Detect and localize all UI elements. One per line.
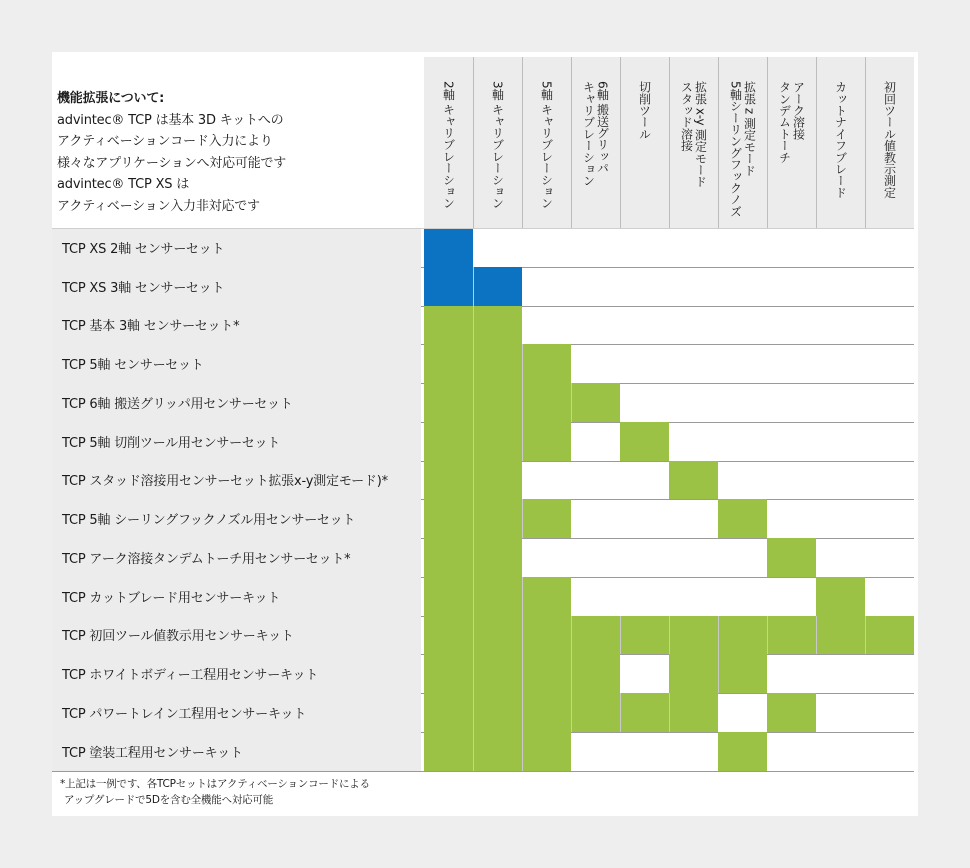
feature-cell-supported xyxy=(473,616,522,655)
column-header-divider xyxy=(816,57,817,228)
row-label: TCP 5軸 センサーセット xyxy=(52,344,421,383)
feature-cell-empty xyxy=(816,344,865,383)
feature-cell-empty xyxy=(865,344,914,383)
feature-cell-supported xyxy=(669,693,718,732)
feature-matrix-card xyxy=(52,52,918,816)
feature-cell-supported xyxy=(620,693,669,732)
feature-cell-supported xyxy=(522,383,571,422)
column-header xyxy=(571,57,620,228)
footnote xyxy=(60,776,370,808)
feature-cell-empty xyxy=(473,228,522,267)
feature-cell-empty xyxy=(767,422,816,461)
feature-cell-empty xyxy=(669,422,718,461)
feature-cell-supported xyxy=(522,732,571,771)
feature-cell-empty xyxy=(620,538,669,577)
intro-title: 機能拡張について: xyxy=(57,91,165,106)
row-label: TCP 塗装工程用センサーキット xyxy=(52,732,421,771)
feature-cell-empty xyxy=(718,228,767,267)
feature-cell-empty xyxy=(620,228,669,267)
feature-cell-supported xyxy=(669,461,718,500)
cell-divider xyxy=(473,383,474,422)
feature-cell-supported xyxy=(718,499,767,538)
cell-divider xyxy=(816,616,817,655)
cell-divider xyxy=(473,461,474,500)
feature-cell-supported xyxy=(473,577,522,616)
cell-divider xyxy=(473,344,474,383)
intro-line: 様々なアプリケーションへ対応可能です xyxy=(57,155,287,171)
feature-cell-empty xyxy=(816,693,865,732)
cell-divider xyxy=(669,693,670,732)
feature-cell-supported xyxy=(424,538,473,577)
feature-cell-empty xyxy=(522,267,571,306)
feature-cell-empty xyxy=(816,538,865,577)
feature-cell-empty xyxy=(571,344,620,383)
feature-cell-supported xyxy=(571,383,620,422)
cell-divider xyxy=(718,654,719,693)
cell-divider xyxy=(571,383,572,422)
feature-cell-empty xyxy=(816,267,865,306)
feature-cell-empty xyxy=(571,499,620,538)
feature-cell-supported xyxy=(718,732,767,771)
feature-cell-empty xyxy=(571,732,620,771)
cell-divider xyxy=(620,616,621,655)
feature-cell-supported xyxy=(522,693,571,732)
feature-cell-empty xyxy=(718,306,767,345)
row-label: TCP パワートレイン工程用センサーキット xyxy=(52,693,421,732)
feature-cell-empty xyxy=(816,732,865,771)
feature-cell-xs-supported xyxy=(424,267,473,306)
intro-text xyxy=(57,88,417,217)
feature-cell-supported xyxy=(424,616,473,655)
feature-cell-empty xyxy=(767,461,816,500)
column-header-divider xyxy=(473,57,474,228)
feature-cell-empty xyxy=(571,422,620,461)
feature-cell-supported xyxy=(571,693,620,732)
feature-cell-empty xyxy=(816,499,865,538)
feature-cell-empty xyxy=(620,344,669,383)
column-header xyxy=(767,57,816,228)
feature-cell-empty xyxy=(816,383,865,422)
cell-divider xyxy=(522,344,523,383)
feature-cell-empty xyxy=(718,422,767,461)
cell-divider xyxy=(473,306,474,345)
feature-cell-empty xyxy=(865,577,914,616)
column-header-label: カットナイフブレード xyxy=(833,81,848,199)
feature-cell-empty xyxy=(816,461,865,500)
column-header-divider xyxy=(571,57,572,228)
feature-cell-empty xyxy=(718,693,767,732)
feature-cell-empty xyxy=(522,228,571,267)
cell-divider xyxy=(473,422,474,461)
cell-divider xyxy=(522,732,523,771)
feature-cell-empty xyxy=(767,383,816,422)
cell-divider xyxy=(473,654,474,693)
feature-cell-supported xyxy=(571,616,620,655)
feature-cell-empty xyxy=(620,383,669,422)
feature-cell-empty xyxy=(571,538,620,577)
feature-cell-empty xyxy=(571,461,620,500)
feature-cell-empty xyxy=(669,383,718,422)
intro-line: アクティベーション入力非対応です xyxy=(57,198,260,214)
feature-cell-empty xyxy=(767,306,816,345)
feature-cell-empty xyxy=(865,422,914,461)
feature-cell-supported xyxy=(473,383,522,422)
cell-divider xyxy=(669,616,670,655)
cell-divider xyxy=(571,654,572,693)
cell-divider xyxy=(767,616,768,655)
row-label: TCP スタッド溶接用センサーセット拡張x-y測定モード)* xyxy=(52,461,421,500)
feature-cell-empty xyxy=(620,732,669,771)
column-header-label: 切削ツール xyxy=(637,81,652,140)
feature-cell-supported xyxy=(424,732,473,771)
feature-cell-supported xyxy=(718,654,767,693)
column-header-label: 拡張 x-y 測定モード スタッド溶接 xyxy=(679,81,708,188)
feature-cell-supported xyxy=(522,499,571,538)
column-header-label: 初回ツール値教示測定 xyxy=(882,81,897,199)
feature-cell-empty xyxy=(522,306,571,345)
column-header-label: 2軸 キャリブレーション xyxy=(441,81,456,209)
row-divider xyxy=(52,771,914,772)
cell-divider xyxy=(522,383,523,422)
feature-cell-empty xyxy=(669,732,718,771)
feature-cell-supported xyxy=(767,538,816,577)
feature-cell-supported xyxy=(718,616,767,655)
feature-cell-empty xyxy=(767,344,816,383)
row-label: TCP 初回ツール値教示用センサーキット xyxy=(52,616,421,655)
feature-cell-empty xyxy=(571,267,620,306)
footnote-line: アップグレードで5Dを含む全機能へ対応可能 xyxy=(64,794,274,806)
feature-cell-empty xyxy=(669,306,718,345)
row-label: TCP アーク溶接タンデムトーチ用センサーセット* xyxy=(52,538,421,577)
cell-divider xyxy=(620,693,621,732)
column-header-label: 5軸 キャリブレーション xyxy=(539,81,554,209)
feature-cell-empty xyxy=(620,654,669,693)
feature-cell-supported xyxy=(473,344,522,383)
feature-cell-supported xyxy=(473,732,522,771)
cell-divider xyxy=(865,616,866,655)
feature-cell-supported xyxy=(767,693,816,732)
feature-cell-supported xyxy=(473,654,522,693)
row-label: TCP カットブレード用センサーキット xyxy=(52,577,421,616)
cell-divider xyxy=(718,616,719,655)
feature-cell-supported xyxy=(865,616,914,655)
column-header xyxy=(816,57,865,228)
feature-cell-supported xyxy=(522,654,571,693)
cell-divider xyxy=(473,499,474,538)
feature-cell-supported xyxy=(571,654,620,693)
cell-divider xyxy=(571,693,572,732)
feature-cell-empty xyxy=(620,461,669,500)
feature-cell-empty xyxy=(767,267,816,306)
footnote-line: *上記は一例です、各TCPセットはアクティベーションコードによる xyxy=(60,778,370,790)
feature-cell-supported xyxy=(522,577,571,616)
column-header-divider xyxy=(620,57,621,228)
column-header xyxy=(865,57,914,228)
feature-cell-empty xyxy=(865,654,914,693)
feature-cell-empty xyxy=(865,383,914,422)
feature-cell-supported xyxy=(424,499,473,538)
feature-cell-empty xyxy=(718,383,767,422)
feature-cell-supported xyxy=(473,538,522,577)
feature-cell-supported xyxy=(473,693,522,732)
feature-cell-empty xyxy=(816,654,865,693)
feature-cell-empty xyxy=(669,267,718,306)
feature-cell-empty xyxy=(865,693,914,732)
feature-cell-empty xyxy=(865,732,914,771)
cell-divider xyxy=(473,538,474,577)
feature-cell-empty xyxy=(767,228,816,267)
feature-cell-empty xyxy=(767,577,816,616)
column-header-divider xyxy=(522,57,523,228)
cell-divider xyxy=(522,693,523,732)
row-label: TCP XS 2軸 センサーセット xyxy=(52,228,421,267)
cell-divider xyxy=(473,577,474,616)
feature-cell-empty xyxy=(767,732,816,771)
column-header xyxy=(620,57,669,228)
cell-divider xyxy=(473,693,474,732)
cell-divider xyxy=(522,616,523,655)
feature-cell-empty xyxy=(620,306,669,345)
column-header xyxy=(669,57,718,228)
feature-cell-empty xyxy=(816,306,865,345)
row-label: TCP 5軸 シーリングフックノズル用センサーセット xyxy=(52,499,421,538)
feature-cell-supported xyxy=(424,461,473,500)
feature-cell-supported xyxy=(473,499,522,538)
column-header-divider xyxy=(865,57,866,228)
feature-cell-empty xyxy=(669,499,718,538)
feature-cell-empty xyxy=(816,228,865,267)
cell-divider xyxy=(473,267,474,306)
feature-cell-supported xyxy=(424,422,473,461)
feature-cell-empty xyxy=(865,461,914,500)
column-header-label: 6軸 搬送グリッパ キャリブレーション xyxy=(581,81,610,187)
cell-divider xyxy=(522,654,523,693)
header-divider xyxy=(52,228,914,229)
feature-cell-supported xyxy=(424,383,473,422)
feature-cell-empty xyxy=(767,654,816,693)
row-label: TCP 基本 3軸 センサーセット* xyxy=(52,306,421,345)
feature-cell-supported xyxy=(669,616,718,655)
row-label: TCP 6軸 搬送グリッパ用センサーセット xyxy=(52,383,421,422)
cell-divider xyxy=(473,732,474,771)
feature-cell-supported xyxy=(816,577,865,616)
feature-cell-empty xyxy=(620,499,669,538)
feature-cell-empty xyxy=(865,538,914,577)
column-header-divider xyxy=(669,57,670,228)
feature-cell-empty xyxy=(865,499,914,538)
feature-cell-empty xyxy=(718,538,767,577)
feature-cell-supported xyxy=(424,654,473,693)
column-header-divider xyxy=(718,57,719,228)
feature-cell-empty xyxy=(669,344,718,383)
feature-cell-supported xyxy=(424,693,473,732)
feature-cell-xs-supported xyxy=(424,228,473,267)
feature-cell-empty xyxy=(767,499,816,538)
feature-cell-supported xyxy=(424,577,473,616)
feature-cell-empty xyxy=(620,577,669,616)
feature-cell-supported xyxy=(473,306,522,345)
feature-cell-supported xyxy=(473,461,522,500)
feature-cell-empty xyxy=(718,267,767,306)
cell-divider xyxy=(522,499,523,538)
column-header-label: 拡張 z 測定モード 5軸シーリングフックノズ xyxy=(728,81,757,218)
feature-cell-supported xyxy=(473,422,522,461)
feature-cell-supported xyxy=(620,616,669,655)
feature-cell-empty xyxy=(571,228,620,267)
feature-cell-supported xyxy=(669,654,718,693)
feature-cell-supported xyxy=(522,616,571,655)
row-label: TCP ホワイトボディー工程用センサーキット xyxy=(52,654,421,693)
column-header xyxy=(473,57,522,228)
feature-cell-supported xyxy=(424,344,473,383)
feature-cell-empty xyxy=(669,577,718,616)
feature-cell-supported xyxy=(522,344,571,383)
feature-cell-supported xyxy=(424,306,473,345)
feature-cell-empty xyxy=(669,228,718,267)
row-label: TCP XS 3軸 センサーセット xyxy=(52,267,421,306)
feature-cell-empty xyxy=(620,267,669,306)
feature-cell-empty xyxy=(571,306,620,345)
cell-divider xyxy=(571,616,572,655)
cell-divider xyxy=(522,577,523,616)
feature-cell-empty xyxy=(865,228,914,267)
column-header xyxy=(522,57,571,228)
row-label: TCP 5軸 切削ツール用センサーセット xyxy=(52,422,421,461)
feature-cell-empty xyxy=(669,538,718,577)
feature-cell-empty xyxy=(865,267,914,306)
intro-line: advintec® TCP XS は xyxy=(57,177,190,192)
column-header-divider xyxy=(767,57,768,228)
feature-cell-empty xyxy=(522,538,571,577)
feature-cell-supported xyxy=(522,422,571,461)
intro-line: advintec® TCP は基本 3D キットへの xyxy=(57,112,284,128)
column-header xyxy=(718,57,767,228)
feature-cell-supported xyxy=(816,616,865,655)
feature-cell-supported xyxy=(767,616,816,655)
feature-cell-empty xyxy=(718,461,767,500)
column-header xyxy=(424,57,473,228)
feature-cell-empty xyxy=(718,344,767,383)
cell-divider xyxy=(473,616,474,655)
feature-cell-xs-supported xyxy=(473,267,522,306)
feature-cell-supported xyxy=(620,422,669,461)
feature-cell-empty xyxy=(816,422,865,461)
feature-cell-empty xyxy=(718,577,767,616)
feature-cell-empty xyxy=(865,306,914,345)
intro-line: アクティベーションコード入力により xyxy=(57,134,273,149)
feature-cell-empty xyxy=(522,461,571,500)
cell-divider xyxy=(522,422,523,461)
column-header-label: 3軸 キャリブレーション xyxy=(490,81,505,209)
feature-cell-empty xyxy=(571,577,620,616)
column-header-label: アーク溶接 タンデムトーチ xyxy=(777,81,806,163)
